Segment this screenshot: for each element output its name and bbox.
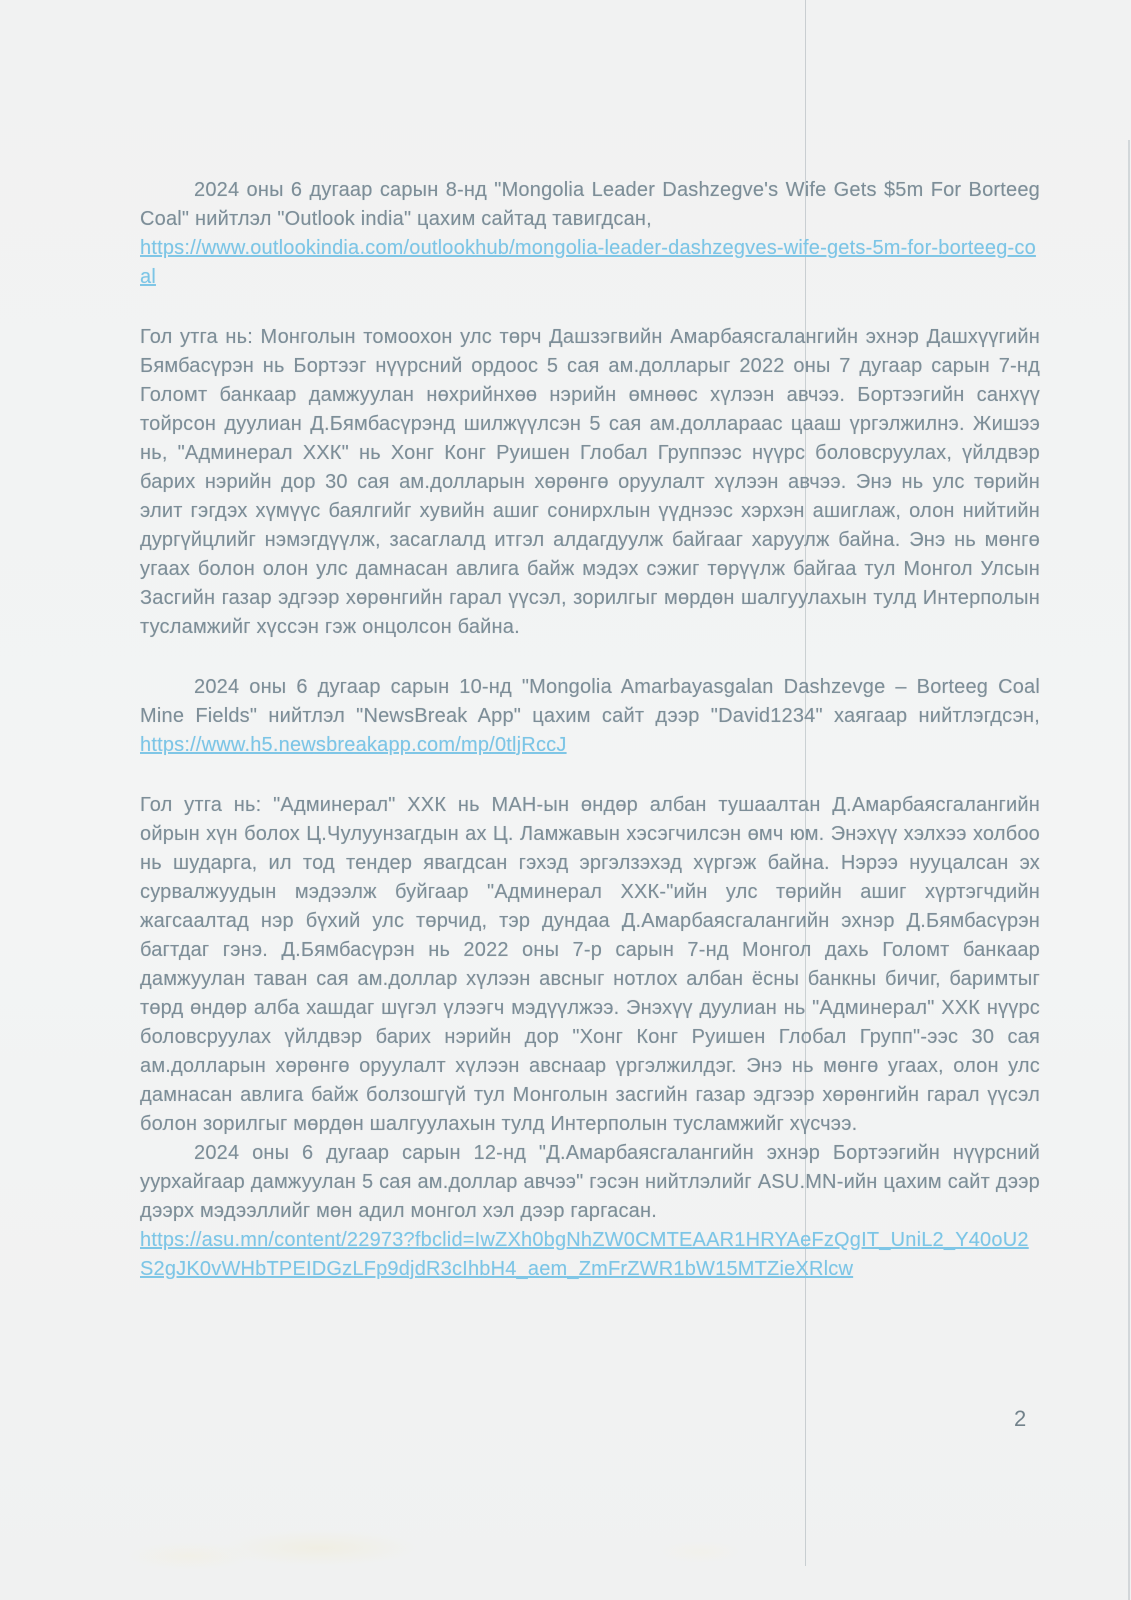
paragraph-text: 2024 оны 6 дугаар сарын 12-нд "Д.Амарбаясгалангийн эхнэр Бортээгийн нүүрсний уурхайгаар дамжуулан 5 сая ам.доллар авчээ" гэсэн нийтлэлийг ASU.MN-ийн цахим сайт дээр дээрх мэдээллийг мөн адил монгол хэл дээр гаргасан. [140,1142,1040,1222]
outlook-article-link[interactable]: https://www.outlookindia.com/outlookhub/mongolia-leader-dashzegves-wife-gets-5m-for-borteeg-coal [140,237,1036,288]
page-number: 2 [1014,1406,1027,1431]
paragraph-text: Гол утга нь: Монголын томоохон улс төрч Дашзэгвийн Амарбаясгалангийн эхнэр Дашхүүгийн Бямбасүрэн нь Бортээг нүүрсний ордоос 5 сая ам.долларыг 2022 оны 7 дугаар сарын 7-нд Голомт банкаар дамжуулан нөхрийнхөө нэрийн өмнөөс хүлээн авчээ. Бортээгийн санхүү тойрсон дуулиан Д.Бямбасүрэнд шилжүүлсэн 5 сая ам.доллараас цааш үргэлжилнэ. Жишээ нь, "Админерал ХХК" нь Хонг Конг Руишен Глобал Группээс нүүрс боловсруулах, үйлдвэр барих нэрийн дор 30 сая ам.долларын хөрөнгө оруулалт хүлээн авчээ. Энэ нь улс төрийн элит гэгдэх хүмүүс баялгийг хувийн ашиг сонирхлын үүднээс хэрхэн ашиглаж, олон нийтийн дургүйцлийг нэмэгдүүлж, засаглалд итгэл алдагдуулж байгааг харуулж байна. Энэ нь мөнгө угаах болон олон улс дамнасан авлига байж мэдэх сэжиг төрүүлж байгаа тул Монгол Улсын Засгийн газар эдгээр хөрөнгийн гарал үүсэл, зорилгыг мөрдөн шалгуулахын тулд Интерполын тусламжийг хүссэн гэж онцолсон байна. [140,326,1040,638]
paragraph-summary-newsbreak [140,791,1040,1139]
paragraph-newsbreak-article [140,673,1040,760]
paragraph-summary-outlook [140,323,1040,642]
paragraph-outlook-article [140,176,1040,292]
asu-article-link[interactable]: https://asu.mn/content/22973?fbclid=IwZXh0bgNhZW0CMTEAAR1HRYAeFzQgIT_UniL2_Y40oU2S2gJK0vWHbTPEIDGzLFp9djdR3cIhbH4_aem_ZmFrZWR1bW15MTZieXRlcw [140,1229,1029,1280]
newsbreak-article-link[interactable]: https://www.h5.newsbreakapp.com/mp/0tljRccJ [140,734,567,756]
document-body [140,176,1040,1284]
scan-edge-artifact [1128,140,1130,1600]
paragraph-text: 2024 оны 6 дугаар сарын 8-нд "Mongolia Leader Dashzegve's Wife Gets $5m For Borteeg Coal" нийтлэл "Outlook india" цахим сайтад тавигдсан, [140,179,1040,230]
paragraph-asu-article [140,1139,1040,1284]
paragraph-text: Гол утга нь: "Админерал" ХХК нь МАН-ын өндөр албан тушаалтан Д.Амарбаясгалангийн ойрын хүн болох Ц.Чулуунзагдын ах Ц. Ламжавын хэсэгчилсэн өмч юм. Энэхүү хэлхээ холбоо нь шударга, ил тод тендер явагдсан гэхэд эргэлзэхэд хүргэж байна. Нэрээ нууцалсан эх сурвалжуудын мэдээлж буйгаар "Админерал ХХК-"ийн улс төрийн ашиг хүртэгчдийн жагсаалтад нэр бүхий улс төрчид, тэр дундаа Д.Амарбаясгалангийн эхнэр Д.Бямбасүрэн багтдаг гэнэ. Д.Бямбасүрэн нь 2022 оны 7-р сарын 7-нд Монгол дахь Голомт банкаар дамжуулан таван сая ам.доллар хүлээн авсныг нотлох албан ёсны банкны бичиг, баримтыг төрд өндөр алба хашдаг шүгэл үлээгч мэдүүлжээ. Энэхүү дуулиан нь "Админерал" ХХК нүүрс боловсруулах үйлдвэр барих нэрийн дор "Хонг Конг Руишен Глобал Групп"-ээс 30 сая ам.долларын хөрөнгө оруулалт хүлээн авснаар үргэлжилдэг. Энэ нь мөнгө угаах, олон улс дамнасан авлига байж болзошгүй тул Монголын засгийн газар эдгээр хөрөнгийн гарал үүсэл болон зорилгыг мөрдөн шалгуулахын тулд Интерполын тусламжийг хүсчээ. [140,794,1040,1135]
paragraph-text: 2024 оны 6 дугаар сарын 10-нд "Mongolia Amarbayasgalan Dashzevge – Borteeg Coal Mine Fields" нийтлэл "NewsBreak App" цахим сайт дээр "David1234" хаягаар нийтлэгдсэн, [140,676,1040,727]
